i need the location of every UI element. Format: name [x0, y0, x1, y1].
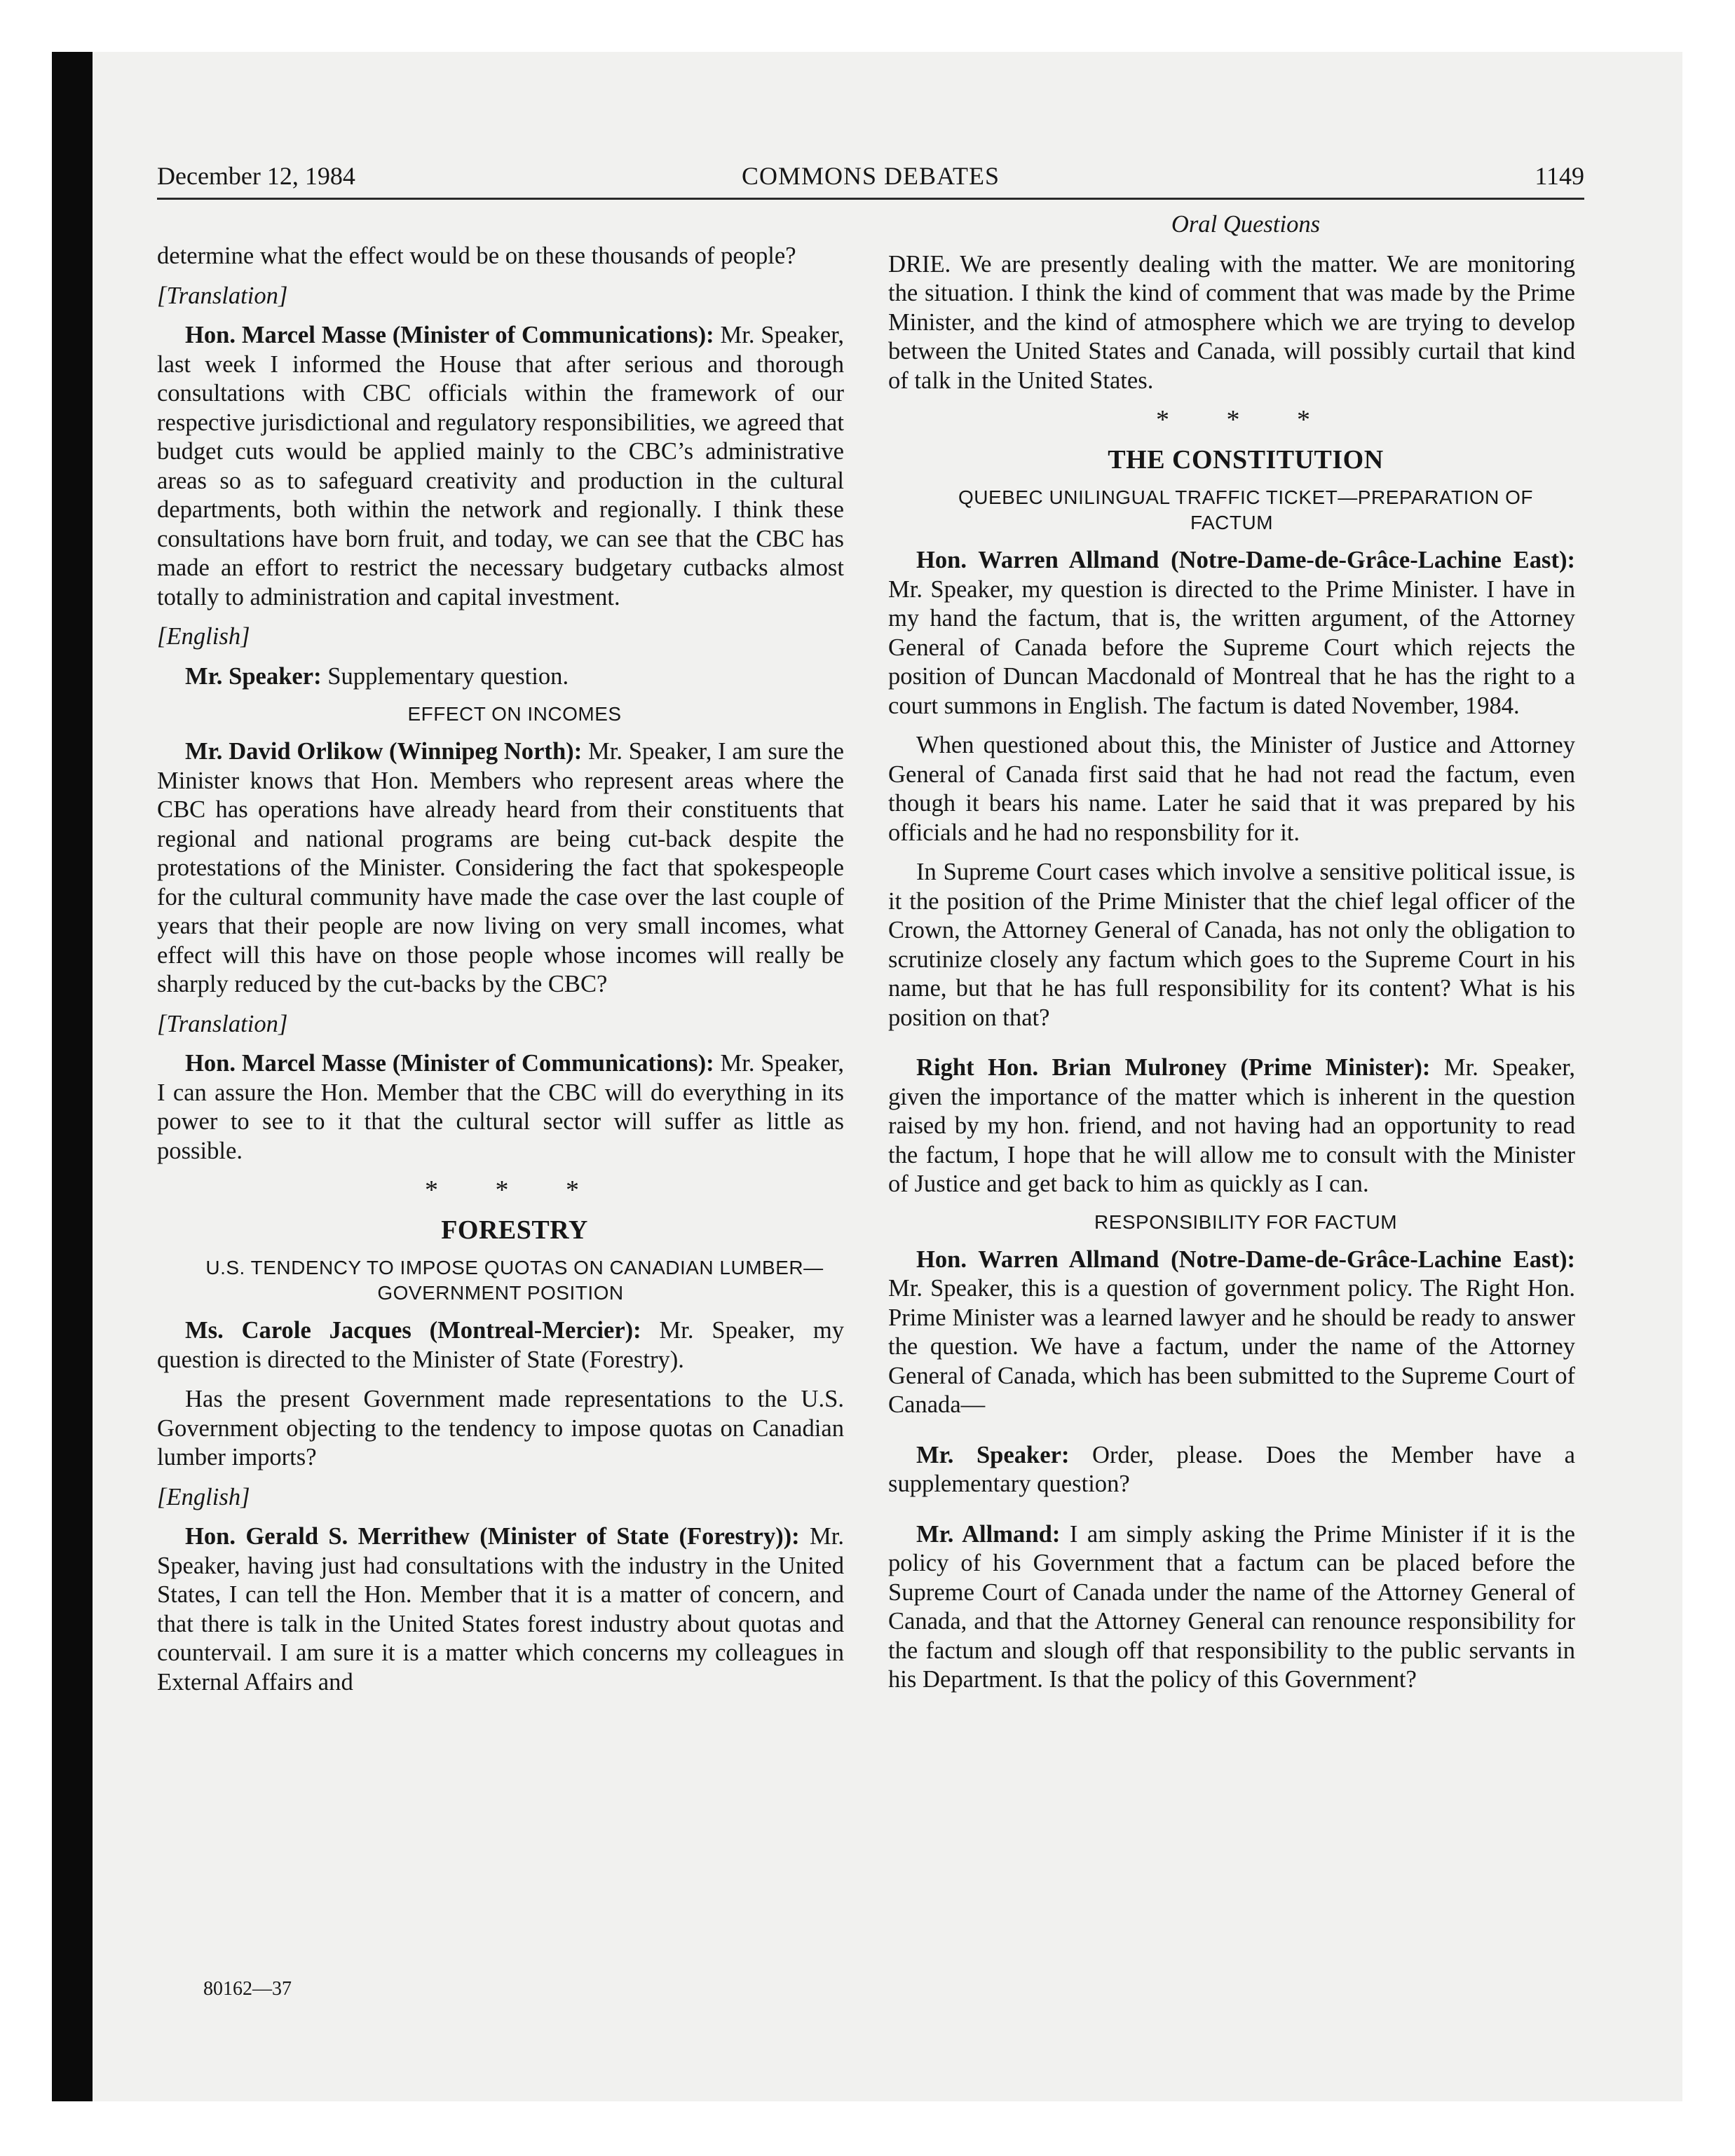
- footer-code: 80162—37: [203, 1978, 292, 2000]
- speech-text: Mr. Speaker, given the importance of the matter which is inherent in the question raised by my hon. friend, and not having had an opportunity to read the factum, I hope that he will allow me to consult with the Minister of Justice and get back to him as quickly as I can.: [888, 1054, 1575, 1197]
- header-title: COMMONS DEBATES: [741, 162, 1000, 190]
- speech-text: Mr. Speaker, my question is directed to the Minister of State (Forestry).: [157, 1317, 844, 1373]
- header-date: December 12, 1984: [157, 162, 355, 190]
- speech-text: Supplementary question.: [321, 662, 569, 690]
- page-number: 1149: [1535, 162, 1584, 190]
- running-head: Oral Questions: [1171, 211, 1321, 238]
- right-column: [888, 210, 1575, 1705]
- speaker-name: Mr. David Orlikow (Winnipeg North):: [185, 738, 583, 765]
- speech-paragraph: [157, 321, 844, 612]
- speaker-name: Mr. Speaker:: [185, 662, 322, 690]
- subheading: RESPONSIBILITY FOR FACTUM: [1094, 1210, 1398, 1233]
- language-marker: [English]: [157, 623, 250, 650]
- speaker-name: Right Hon. Brian Mulroney (Prime Minister):: [916, 1054, 1431, 1081]
- speech-paragraph: [888, 1441, 1575, 1499]
- subheading: QUEBEC UNILINGUAL TRAFFIC TICKET—PREPARATION OF FACTUM: [958, 486, 1534, 533]
- section-separator: * * *: [1156, 405, 1335, 435]
- paragraph: Has the present Government made representations to the U.S. Government objecting to the tendency to impose quotas on Canadian lumber imports?: [157, 1386, 844, 1471]
- left-column: [157, 242, 844, 1707]
- speech-paragraph: [888, 1246, 1575, 1420]
- header-rule: [157, 198, 1584, 200]
- speaker-name: Hon. Warren Allmand (Notre-Dame-de-Grâce-Lachine East):: [916, 1246, 1575, 1273]
- section-heading: THE CONSTITUTION: [1108, 444, 1384, 475]
- speech-paragraph: [888, 1520, 1575, 1695]
- speaker-name: Ms. Carole Jacques (Montreal-Mercier):: [185, 1317, 641, 1344]
- speech-text: Mr. Speaker, I am sure the Minister knows that Hon. Members who represent areas where the CBC has operations have already heard from their constituents that regional and national programs are being cut-back despite the protestations of the Minister. Considering the fact that spokespeople for the cultural community have made the case over the last couple of years that their people are now living on very small incomes, what effect will this have on those people whose incomes will really be sharply reduced by the cut-backs by the CBC?: [157, 738, 844, 997]
- speech-text: Order, please. Does the Member have a supplementary question?: [888, 1441, 1575, 1497]
- speech-text: Mr. Speaker, having just had consultations with the industry in the United States, I can tell the Hon. Member that it is a matter of concern, and that there is talk in the United States forest industry about quotas and countervail. I am sure it is a matter which concerns my colleagues in External Affairs and: [157, 1523, 844, 1696]
- paragraph: When questioned about this, the Minister of Justice and Attorney General of Canada first said that he had not read the factum, even though it bears his name. Later he said that it was prepared by his officials and he had no responsbility for it.: [888, 732, 1575, 846]
- section-separator: * * *: [425, 1175, 604, 1205]
- speaker-name: Hon. Warren Allmand (Notre-Dame-de-Grâce-Lachine East):: [916, 547, 1575, 573]
- subheading: EFFECT ON INCOMES: [407, 703, 622, 725]
- speech-paragraph: [888, 1053, 1575, 1199]
- language-marker: [English]: [157, 1483, 250, 1510]
- paragraph: DRIE. We are presently dealing with the matter. We are monitoring the situation. I think the kind of comment that was made by the Prime Minister, and the kind of atmosphere which we are trying to develop between the United States and Canada, will possibly curtail that kind of talk in the United States.: [888, 250, 1575, 394]
- speech-text: I am simply asking the Prime Minister if it is the policy of his Government that a factum can be placed before the Supreme Court of Canada under the name of the Attorney General of Canada, and that the Attorney General can renounce responsibility for the factum and slough off that responsibility to the public servants in his Department. Is that the policy of this Government?: [888, 1520, 1575, 1693]
- subheading: U.S. TENDENCY TO IMPOSE QUOTAS ON CANADIAN LUMBER—GOVERNMENT POSITION: [205, 1257, 824, 1304]
- speaker-name: Mr. Allmand:: [916, 1520, 1061, 1548]
- speech-paragraph: [157, 737, 844, 999]
- speech-text: Mr. Speaker, this is a question of government policy. The Right Hon. Prime Minister was a learned lawyer and he should be ready to answer the question. We have a factum, under the name of the Attorney General of Canada, which has been submitted to the Supreme Court of Canada—: [888, 1275, 1575, 1418]
- speech-paragraph: [157, 1316, 844, 1374]
- speech-text: Mr. Speaker, I can assure the Hon. Member that the CBC will do everything in its power to see to it that the cultural sector will suffer as little as possible.: [157, 1050, 845, 1164]
- scan-edge-shadow: [52, 52, 93, 2101]
- paragraph: In Supreme Court cases which involve a sensitive political issue, is it the position of the Prime Minister that the chief legal officer of the Crown, the Attorney General of Canada, has not only the obligation to scrutinize closely any factum which goes to the Supreme Court in his name, but that he has full responsibility for its content? What is his position on that?: [888, 859, 1575, 1031]
- speech-paragraph: [888, 546, 1575, 721]
- speech-paragraph: [157, 1049, 844, 1166]
- language-marker: [Translation]: [157, 282, 288, 309]
- speaker-name: Hon. Gerald S. Merrithew (Minister of State (Forestry)):: [185, 1523, 800, 1550]
- speech-paragraph: [157, 1522, 844, 1697]
- page-header: [157, 161, 1584, 199]
- speech-paragraph: [157, 662, 844, 692]
- speaker-name: Mr. Speaker:: [916, 1441, 1070, 1468]
- language-marker: [Translation]: [157, 1010, 288, 1037]
- speaker-name: Hon. Marcel Masse (Minister of Communications):: [185, 1050, 714, 1077]
- paragraph: determine what the effect would be on these thousands of people?: [157, 243, 796, 269]
- speech-text: Mr. Speaker, last week I informed the House that after serious and thorough consultations with CBC officials within the framework of our respective jurisdictional and regulatory responsibilities, we agreed that budget cuts would be applied mainly to the CBC’s administrative areas so as to safeguard creativity and production in the cultural departments, both within the network and regionally. I think these consultations have born fruit, and today, we can see that the CBC has made an effort to restrict the necessary budgetary cutbacks almost totally to administration and capital investment.: [157, 322, 845, 610]
- speech-text: Mr. Speaker, my question is directed to the Prime Minister. I have in my hand the factum, that is, the written argument, of the Attorney General of Canada before the Supreme Court which rejects the position of Duncan Macdonald of Montreal that he has the right to a court summons in English. The factum is dated November, 1984.: [888, 575, 1575, 719]
- speaker-name: Hon. Marcel Masse (Minister of Communications):: [185, 322, 714, 348]
- section-heading: FORESTRY: [441, 1215, 588, 1245]
